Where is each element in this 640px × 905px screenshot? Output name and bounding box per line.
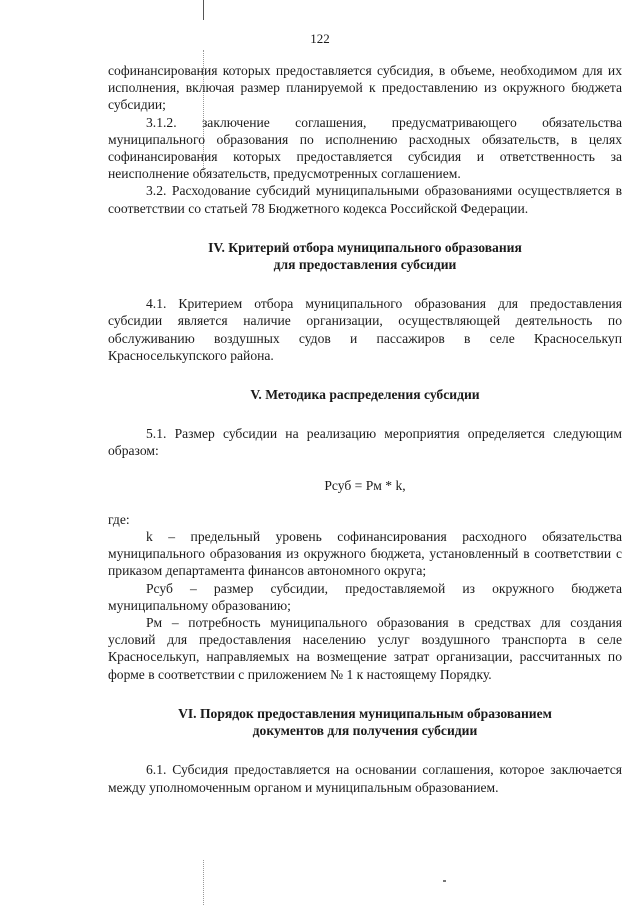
definition: Рм – потребность муниципального образования в средствах для создания условий для предоставления населению услуг воздушного транспорта в селе Красноселькуп, направляемых на возмещение затрат организации, рассчитанных по форме в соответствии с приложением № 1 к настоящему Порядку. [108,615,622,682]
paragraph: 3.1.2. заключение соглашения, предусматривающего обязательства муниципального образования по исполнению расходных обязательств, в целях софинансирования которых предоставляется субсидия и ответственность за неисполнение обязательств, предусмотренных соглашением. [108,114,622,182]
paragraph: 5.1. Размер субсидии на реализацию мероприятия определяется следующим образом: [108,426,622,459]
scan-artifact-speck [443,880,446,882]
section-heading-line: VI. Порядок предоставления муниципальным образованием [178,705,552,721]
paragraph: 4.1. Критерием отбора муниципального образования для предоставления субсидии является наличие организации, осуществляющей деятельность по обслуживанию воздушных судов и пассажиров в селе Красноселькуп Красноселькупского района. [108,296,622,363]
section-heading: V. Методика распределения субсидии [250,387,480,403]
document-body [108,62,622,796]
page-number: 122 [310,31,330,46]
formula: Рсуб = Рм * k, [324,477,406,493]
section-heading-line: документов для получения субсидии [252,723,478,739]
paragraph: где: [108,511,130,527]
section-heading-line: для предоставления субсидии [273,257,457,273]
scan-artifact-line [203,860,205,905]
paragraph: 3.2. Расходование субсидий муниципальными образованиями осуществляется в соответствии со статьей 78 Бюджетного кодекса Российской Федерации. [108,183,622,216]
section-heading [108,705,622,739]
definition: k – предельный уровень софинансирования расходного обязательства муниципального образования из окружного бюджета, установленный в соответствии с приказом департамента финансов автономного округа; [108,529,622,579]
section-heading [108,239,622,273]
definition: Рсуб – размер субсидии, предоставляемой из окружного бюджета муниципальному образованию; [108,580,622,613]
scan-artifact-line [203,0,204,20]
paragraph: софинансирования которых предоставляется субсидия, в объеме, необходимом для их исполнения, включая размер планируемой к предоставлению из окружного бюджета субсидии; [108,63,622,113]
section-heading-line: IV. Критерий отбора муниципального образования [208,239,522,255]
paragraph: 6.1. Субсидия предоставляется на основании соглашения, которое заключается между уполномоченным органом и муниципальным образованием. [108,762,622,795]
